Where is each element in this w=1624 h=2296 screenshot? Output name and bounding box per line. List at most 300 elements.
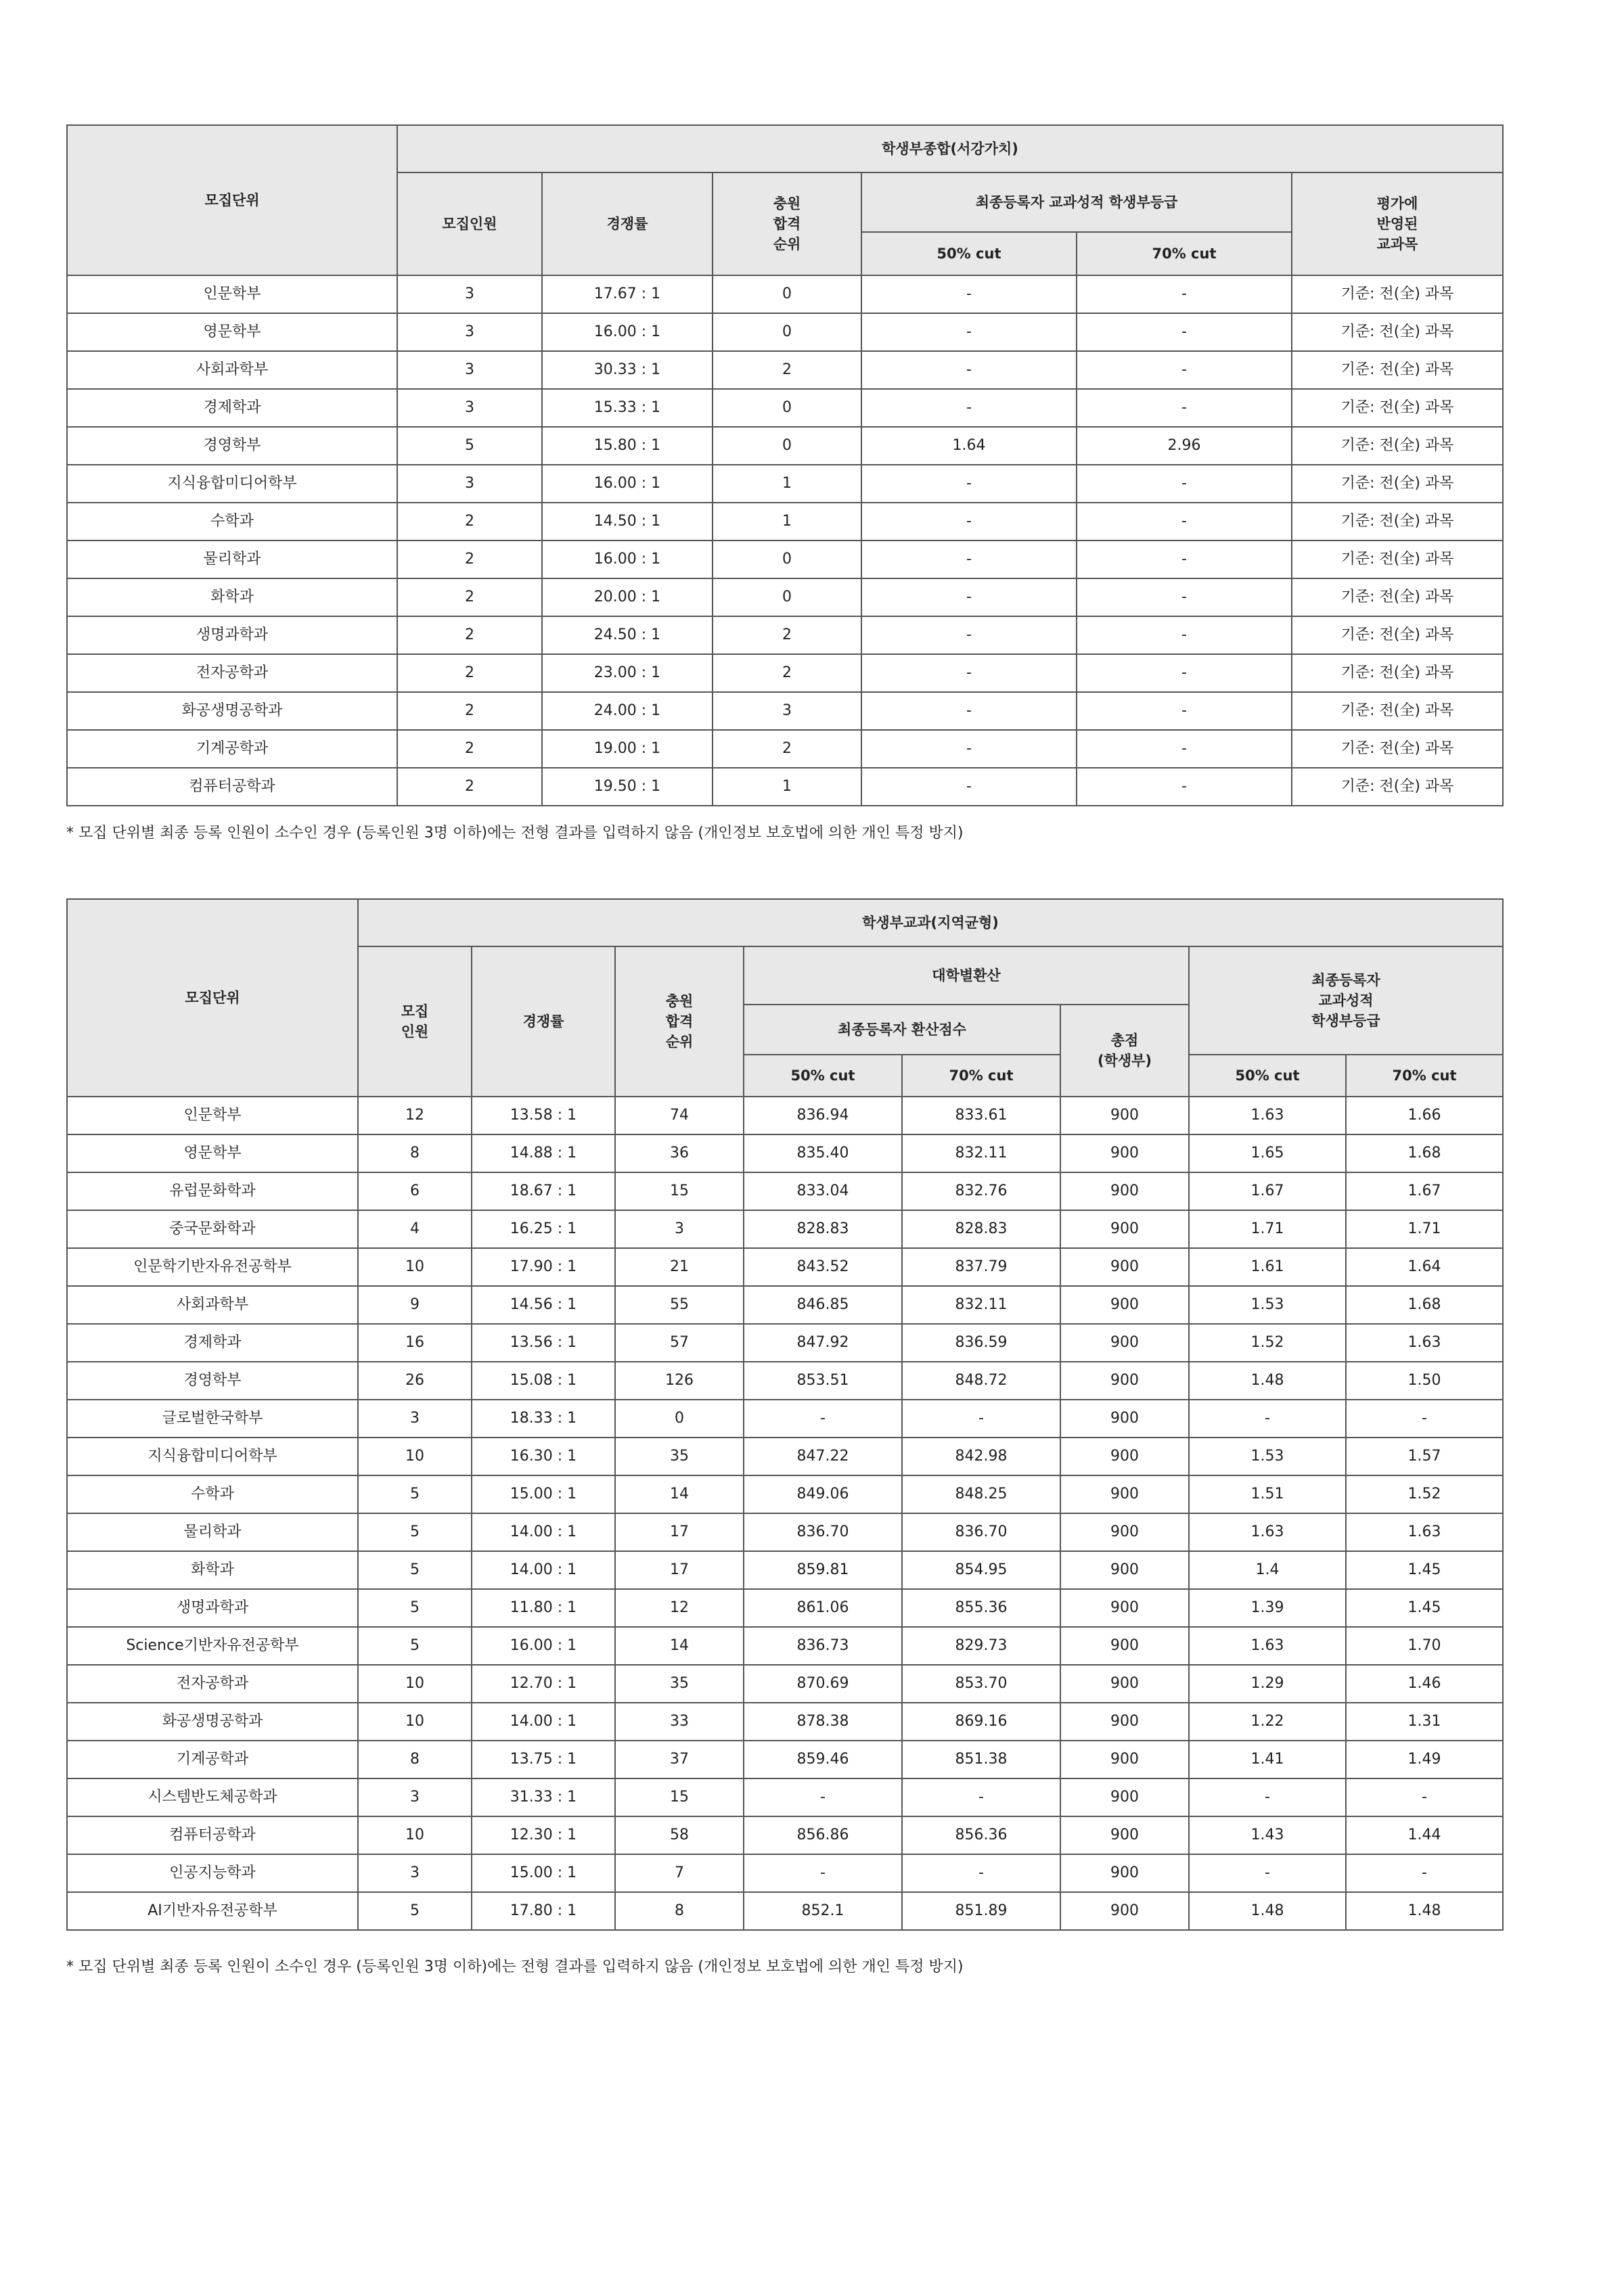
table-row (67, 1286, 1503, 1324)
cell-g50: - (1189, 1854, 1346, 1892)
cell-recruit: 8 (358, 1134, 472, 1172)
cell-subj: 기준: 전(全) 과목 (1292, 730, 1503, 768)
cell-recruit: 3 (397, 351, 542, 389)
cell-s50: 870.69 (744, 1665, 902, 1703)
cell-g50: 1.65 (1189, 1134, 1346, 1172)
cell-unit: 생명과학과 (67, 616, 397, 654)
cell-g50: 1.53 (1189, 1438, 1346, 1475)
cell-rate: 14.50 : 1 (542, 503, 713, 541)
cell-s70: 853.70 (902, 1665, 1060, 1703)
cell-unit: 사회과학부 (67, 351, 397, 389)
cell-unit: 컴퓨터공학과 (67, 768, 397, 806)
cell-c70: - (1077, 578, 1292, 616)
cell-rate: 11.80 : 1 (472, 1589, 615, 1627)
cell-unit: 수학과 (67, 503, 397, 541)
cell-g70: 1.31 (1346, 1703, 1503, 1741)
cell-rate: 23.00 : 1 (542, 654, 713, 692)
cell-recruit: 16 (358, 1324, 472, 1362)
cell-g70: 1.70 (1346, 1627, 1503, 1665)
cell-subj: 기준: 전(全) 과목 (1292, 692, 1503, 730)
cell-rank: 15 (615, 1172, 744, 1210)
table-row (67, 1589, 1503, 1627)
cell-s50: 836.70 (744, 1513, 902, 1551)
cell-s70: 836.59 (902, 1324, 1060, 1362)
header-unit: 모집단위 (67, 125, 397, 275)
cell-rate: 13.75 : 1 (472, 1741, 615, 1778)
cell-c70: - (1077, 692, 1292, 730)
cell-rate: 20.00 : 1 (542, 578, 713, 616)
cell-rank: 0 (713, 275, 861, 313)
cell-g50: 1.22 (1189, 1703, 1346, 1741)
header-unit: 모집단위 (67, 899, 358, 1097)
cell-recruit: 3 (397, 275, 542, 313)
cell-s70: 837.79 (902, 1248, 1060, 1286)
cell-rank: 2 (713, 351, 861, 389)
cell-c50: 1.64 (861, 427, 1077, 465)
cell-rank: 12 (615, 1589, 744, 1627)
cell-s70: 848.25 (902, 1475, 1060, 1513)
cell-subj: 기준: 전(全) 과목 (1292, 578, 1503, 616)
admission-table-regional (66, 898, 1504, 1931)
cell-s70: 842.98 (902, 1438, 1060, 1475)
cell-c50: - (861, 768, 1077, 806)
cell-c70: - (1077, 541, 1292, 578)
cell-rate: 14.00 : 1 (472, 1513, 615, 1551)
header-cut70: 70% cut (1077, 232, 1292, 275)
cell-unit: 인공지능학과 (67, 1854, 358, 1892)
header-total: 총점 (학생부) (1060, 1005, 1189, 1097)
cell-subj: 기준: 전(全) 과목 (1292, 389, 1503, 427)
cell-s50: 828.83 (744, 1210, 902, 1248)
cell-c70: - (1077, 313, 1292, 351)
cell-recruit: 5 (358, 1892, 472, 1930)
cell-s50: 836.73 (744, 1627, 902, 1665)
cell-c50: - (861, 578, 1077, 616)
cell-total: 900 (1060, 1589, 1189, 1627)
cell-total: 900 (1060, 1210, 1189, 1248)
cell-g70: 1.64 (1346, 1248, 1503, 1286)
cell-g50: 1.48 (1189, 1892, 1346, 1930)
header-cut50: 50% cut (861, 232, 1077, 275)
cell-g50: 1.51 (1189, 1475, 1346, 1513)
cell-unit: 영문학부 (67, 313, 397, 351)
cell-total: 900 (1060, 1741, 1189, 1778)
cell-total: 900 (1060, 1475, 1189, 1513)
cell-rate: 16.00 : 1 (542, 541, 713, 578)
cell-c50: - (861, 389, 1077, 427)
cell-rank: 0 (615, 1400, 744, 1438)
cell-s70: 854.95 (902, 1551, 1060, 1589)
table-row (67, 465, 1503, 503)
cell-rate: 16.00 : 1 (472, 1627, 615, 1665)
cell-g70: - (1346, 1778, 1503, 1816)
cell-unit: 인문학기반자유전공학부 (67, 1248, 358, 1286)
table-row (67, 1400, 1503, 1438)
cell-rank: 1 (713, 768, 861, 806)
cell-unit: 화공생명공학과 (67, 692, 397, 730)
cell-s70: - (902, 1854, 1060, 1892)
cell-rank: 37 (615, 1741, 744, 1778)
cell-s50: 853.51 (744, 1362, 902, 1400)
table-row (67, 1513, 1503, 1551)
cell-g50: 1.53 (1189, 1286, 1346, 1324)
cell-total: 900 (1060, 1778, 1189, 1816)
cell-total: 900 (1060, 1892, 1189, 1930)
cell-g70: 1.68 (1346, 1286, 1503, 1324)
cell-recruit: 2 (397, 730, 542, 768)
cell-s70: 856.36 (902, 1816, 1060, 1854)
cell-s50: 843.52 (744, 1248, 902, 1286)
cell-g50: 1.43 (1189, 1816, 1346, 1854)
cell-c70: - (1077, 730, 1292, 768)
header-grade-group: 최종등록자 교과성적 학생부등급 (861, 173, 1292, 232)
cell-unit: 기계공학과 (67, 730, 397, 768)
cell-c50: - (861, 616, 1077, 654)
cell-rank: 74 (615, 1097, 744, 1134)
header-score-cut50: 50% cut (744, 1055, 902, 1097)
cell-unit: 전자공학과 (67, 1665, 358, 1703)
cell-recruit: 10 (358, 1438, 472, 1475)
cell-recruit: 5 (358, 1589, 472, 1627)
cell-rate: 16.25 : 1 (472, 1210, 615, 1248)
cell-subj: 기준: 전(全) 과목 (1292, 427, 1503, 465)
cell-g70: 1.66 (1346, 1097, 1503, 1134)
cell-total: 900 (1060, 1438, 1189, 1475)
cell-unit: 인문학부 (67, 1097, 358, 1134)
cell-s50: 847.22 (744, 1438, 902, 1475)
cell-unit: 수학과 (67, 1475, 358, 1513)
cell-unit: 사회과학부 (67, 1286, 358, 1324)
cell-s70: 855.36 (902, 1589, 1060, 1627)
cell-total: 900 (1060, 1627, 1189, 1665)
cell-s70: 829.73 (902, 1627, 1060, 1665)
cell-unit: 전자공학과 (67, 654, 397, 692)
cell-unit: 중국문화학과 (67, 1210, 358, 1248)
cell-rank: 0 (713, 389, 861, 427)
cell-c50: - (861, 730, 1077, 768)
table-row (67, 1210, 1503, 1248)
cell-unit: AI기반자유전공학부 (67, 1892, 358, 1930)
cell-recruit: 3 (397, 465, 542, 503)
cell-s50: - (744, 1778, 902, 1816)
cell-s50: 849.06 (744, 1475, 902, 1513)
cell-unit: 기계공학과 (67, 1741, 358, 1778)
header-grade-cut70: 70% cut (1346, 1055, 1503, 1097)
cell-recruit: 3 (397, 313, 542, 351)
cell-g70: 1.45 (1346, 1551, 1503, 1589)
cell-rank: 58 (615, 1816, 744, 1854)
header-waitlist: 충원 합격 순위 (713, 173, 861, 275)
cell-g70: 1.48 (1346, 1892, 1503, 1930)
cell-total: 900 (1060, 1854, 1189, 1892)
cell-rate: 16.30 : 1 (472, 1438, 615, 1475)
cell-c70: - (1077, 616, 1292, 654)
table-row (67, 1816, 1503, 1854)
cell-s50: 852.1 (744, 1892, 902, 1930)
cell-recruit: 10 (358, 1665, 472, 1703)
cell-recruit: 2 (397, 768, 542, 806)
cell-total: 900 (1060, 1703, 1189, 1741)
cell-unit: 화학과 (67, 578, 397, 616)
cell-rate: 15.08 : 1 (472, 1362, 615, 1400)
header-grade-group: 최종등록자 교과성적 학생부등급 (1189, 946, 1503, 1055)
cell-subj: 기준: 전(全) 과목 (1292, 351, 1503, 389)
table-row (67, 654, 1503, 692)
table-row (67, 1665, 1503, 1703)
table-row (67, 616, 1503, 654)
cell-rank: 14 (615, 1627, 744, 1665)
admission-table-comprehensive (66, 124, 1504, 806)
cell-g50: 1.63 (1189, 1097, 1346, 1134)
cell-rate: 31.33 : 1 (472, 1778, 615, 1816)
cell-s50: 878.38 (744, 1703, 902, 1741)
cell-unit: 인문학부 (67, 275, 397, 313)
cell-s70: 833.61 (902, 1097, 1060, 1134)
header-subjects: 평가에 반영된 교과목 (1292, 173, 1503, 275)
cell-rate: 18.67 : 1 (472, 1172, 615, 1210)
cell-c70: 2.96 (1077, 427, 1292, 465)
cell-recruit: 10 (358, 1703, 472, 1741)
cell-recruit: 8 (358, 1741, 472, 1778)
cell-rank: 0 (713, 313, 861, 351)
cell-total: 900 (1060, 1362, 1189, 1400)
table-row (67, 1172, 1503, 1210)
header-conv-group: 대학별환산 (744, 946, 1189, 1005)
cell-unit: 화공생명공학과 (67, 1703, 358, 1741)
cell-recruit: 2 (397, 503, 542, 541)
cell-total: 900 (1060, 1400, 1189, 1438)
cell-g50: 1.63 (1189, 1627, 1346, 1665)
table-row (67, 351, 1503, 389)
cell-rank: 0 (713, 541, 861, 578)
cell-rate: 17.67 : 1 (542, 275, 713, 313)
cell-recruit: 3 (358, 1778, 472, 1816)
cell-recruit: 5 (358, 1475, 472, 1513)
table-row (67, 1778, 1503, 1816)
cell-rank: 57 (615, 1324, 744, 1362)
cell-rate: 16.00 : 1 (542, 465, 713, 503)
cell-s70: - (902, 1778, 1060, 1816)
cell-unit: 글로벌한국학부 (67, 1400, 358, 1438)
cell-s70: - (902, 1400, 1060, 1438)
cell-g50: - (1189, 1400, 1346, 1438)
header-competition: 경쟁률 (472, 946, 615, 1097)
table-row (67, 389, 1503, 427)
cell-g70: 1.68 (1346, 1134, 1503, 1172)
cell-recruit: 26 (358, 1362, 472, 1400)
cell-rate: 14.56 : 1 (472, 1286, 615, 1324)
table-row (67, 768, 1503, 806)
cell-g50: 1.41 (1189, 1741, 1346, 1778)
cell-c70: - (1077, 654, 1292, 692)
cell-s50: - (744, 1854, 902, 1892)
cell-rank: 0 (713, 578, 861, 616)
cell-subj: 기준: 전(全) 과목 (1292, 654, 1503, 692)
cell-unit: 유럽문화학과 (67, 1172, 358, 1210)
header-competition: 경쟁률 (542, 173, 713, 275)
table-row (67, 1438, 1503, 1475)
cell-c50: - (861, 503, 1077, 541)
cell-rate: 17.90 : 1 (472, 1248, 615, 1286)
cell-c50: - (861, 465, 1077, 503)
cell-c50: - (861, 654, 1077, 692)
cell-recruit: 12 (358, 1097, 472, 1134)
table-row (67, 503, 1503, 541)
cell-rank: 35 (615, 1438, 744, 1475)
cell-g70: - (1346, 1854, 1503, 1892)
cell-s50: 859.46 (744, 1741, 902, 1778)
cell-recruit: 5 (358, 1551, 472, 1589)
cell-unit: 물리학과 (67, 1513, 358, 1551)
cell-recruit: 5 (358, 1513, 472, 1551)
cell-s50: 847.92 (744, 1324, 902, 1362)
table-row (67, 578, 1503, 616)
cell-rank: 33 (615, 1703, 744, 1741)
cell-s70: 869.16 (902, 1703, 1060, 1741)
table-row (67, 1097, 1503, 1134)
cell-g70: 1.49 (1346, 1741, 1503, 1778)
cell-rate: 30.33 : 1 (542, 351, 713, 389)
cell-c50: - (861, 275, 1077, 313)
cell-recruit: 5 (358, 1627, 472, 1665)
cell-rank: 8 (615, 1892, 744, 1930)
cell-rate: 16.00 : 1 (542, 313, 713, 351)
cell-recruit: 10 (358, 1248, 472, 1286)
cell-rank: 3 (713, 692, 861, 730)
cell-s50: - (744, 1400, 902, 1438)
cell-subj: 기준: 전(全) 과목 (1292, 313, 1503, 351)
cell-total: 900 (1060, 1665, 1189, 1703)
cell-s50: 846.85 (744, 1286, 902, 1324)
cell-g70: 1.71 (1346, 1210, 1503, 1248)
cell-s70: 848.72 (902, 1362, 1060, 1400)
cell-total: 900 (1060, 1134, 1189, 1172)
cell-recruit: 5 (397, 427, 542, 465)
cell-rate: 14.00 : 1 (472, 1551, 615, 1589)
cell-g50: 1.29 (1189, 1665, 1346, 1703)
cell-s70: 836.70 (902, 1513, 1060, 1551)
cell-rate: 13.56 : 1 (472, 1324, 615, 1362)
cell-unit: 영문학부 (67, 1134, 358, 1172)
cell-s70: 851.38 (902, 1741, 1060, 1778)
cell-g50: 1.61 (1189, 1248, 1346, 1286)
cell-total: 900 (1060, 1513, 1189, 1551)
cell-unit: Science기반자유전공학부 (67, 1627, 358, 1665)
cell-s70: 832.76 (902, 1172, 1060, 1210)
cell-g50: - (1189, 1778, 1346, 1816)
header-group: 학생부교과(지역균형) (358, 899, 1503, 946)
cell-c50: - (861, 692, 1077, 730)
cell-recruit: 6 (358, 1172, 472, 1210)
cell-g70: - (1346, 1400, 1503, 1438)
cell-subj: 기준: 전(全) 과목 (1292, 768, 1503, 806)
cell-rank: 0 (713, 427, 861, 465)
cell-recruit: 9 (358, 1286, 472, 1324)
cell-unit: 시스템반도체공학과 (67, 1778, 358, 1816)
cell-s70: 851.89 (902, 1892, 1060, 1930)
cell-rank: 1 (713, 465, 861, 503)
cell-g50: 1.67 (1189, 1172, 1346, 1210)
cell-subj: 기준: 전(全) 과목 (1292, 275, 1503, 313)
cell-recruit: 3 (358, 1854, 472, 1892)
header-conv-score: 최종등록자 환산점수 (744, 1005, 1060, 1055)
cell-unit: 화학과 (67, 1551, 358, 1589)
header-waitlist: 충원 합격 순위 (615, 946, 744, 1097)
cell-subj: 기준: 전(全) 과목 (1292, 541, 1503, 578)
cell-g70: 1.44 (1346, 1816, 1503, 1854)
cell-g70: 1.63 (1346, 1324, 1503, 1362)
cell-rate: 19.00 : 1 (542, 730, 713, 768)
cell-rank: 2 (713, 616, 861, 654)
cell-rank: 7 (615, 1854, 744, 1892)
cell-c50: - (861, 351, 1077, 389)
cell-recruit: 2 (397, 654, 542, 692)
cell-rate: 15.80 : 1 (542, 427, 713, 465)
table-row (67, 1362, 1503, 1400)
cell-g70: 1.63 (1346, 1513, 1503, 1551)
cell-total: 900 (1060, 1551, 1189, 1589)
cell-recruit: 2 (397, 616, 542, 654)
cell-s50: 856.86 (744, 1816, 902, 1854)
cell-g70: 1.45 (1346, 1589, 1503, 1627)
cell-s50: 836.94 (744, 1097, 902, 1134)
cell-total: 900 (1060, 1248, 1189, 1286)
cell-c70: - (1077, 275, 1292, 313)
cell-rank: 17 (615, 1513, 744, 1551)
cell-recruit: 2 (397, 578, 542, 616)
table-row (67, 730, 1503, 768)
header-score-cut70: 70% cut (902, 1055, 1060, 1097)
cell-subj: 기준: 전(全) 과목 (1292, 503, 1503, 541)
table-row (67, 1551, 1503, 1589)
cell-rate: 24.00 : 1 (542, 692, 713, 730)
cell-s50: 835.40 (744, 1134, 902, 1172)
cell-rate: 14.88 : 1 (472, 1134, 615, 1172)
table-row (67, 1741, 1503, 1778)
cell-recruit: 10 (358, 1816, 472, 1854)
cell-subj: 기준: 전(全) 과목 (1292, 465, 1503, 503)
cell-c50: - (861, 313, 1077, 351)
cell-rank: 2 (713, 654, 861, 692)
cell-unit: 컴퓨터공학과 (67, 1816, 358, 1854)
table-row (67, 1854, 1503, 1892)
header-recruit: 모집 인원 (358, 946, 472, 1097)
cell-rate: 14.00 : 1 (472, 1703, 615, 1741)
cell-c70: - (1077, 389, 1292, 427)
table-row (67, 692, 1503, 730)
cell-rank: 21 (615, 1248, 744, 1286)
cell-rank: 17 (615, 1551, 744, 1589)
table-row (67, 1248, 1503, 1286)
header-recruit: 모집인원 (397, 173, 542, 275)
header-grade-cut50: 50% cut (1189, 1055, 1346, 1097)
cell-rank: 1 (713, 503, 861, 541)
cell-unit: 경영학부 (67, 427, 397, 465)
cell-unit: 지식융합미디어학부 (67, 465, 397, 503)
cell-g50: 1.4 (1189, 1551, 1346, 1589)
cell-s50: 833.04 (744, 1172, 902, 1210)
cell-rank: 3 (615, 1210, 744, 1248)
cell-rank: 126 (615, 1362, 744, 1400)
cell-g50: 1.63 (1189, 1513, 1346, 1551)
cell-g70: 1.57 (1346, 1438, 1503, 1475)
cell-rank: 35 (615, 1665, 744, 1703)
cell-rate: 12.30 : 1 (472, 1816, 615, 1854)
footnote: * 모집 단위별 최종 등록 인원이 소수인 경우 (등록인원 3명 이하)에는 전형 결과를 입력하지 않음 (개인정보 보호법에 의한 개인 특정 방지) (66, 1958, 964, 1975)
table-row (67, 1134, 1503, 1172)
cell-rank: 55 (615, 1286, 744, 1324)
header-group: 학생부종합(서강가치) (397, 125, 1503, 173)
